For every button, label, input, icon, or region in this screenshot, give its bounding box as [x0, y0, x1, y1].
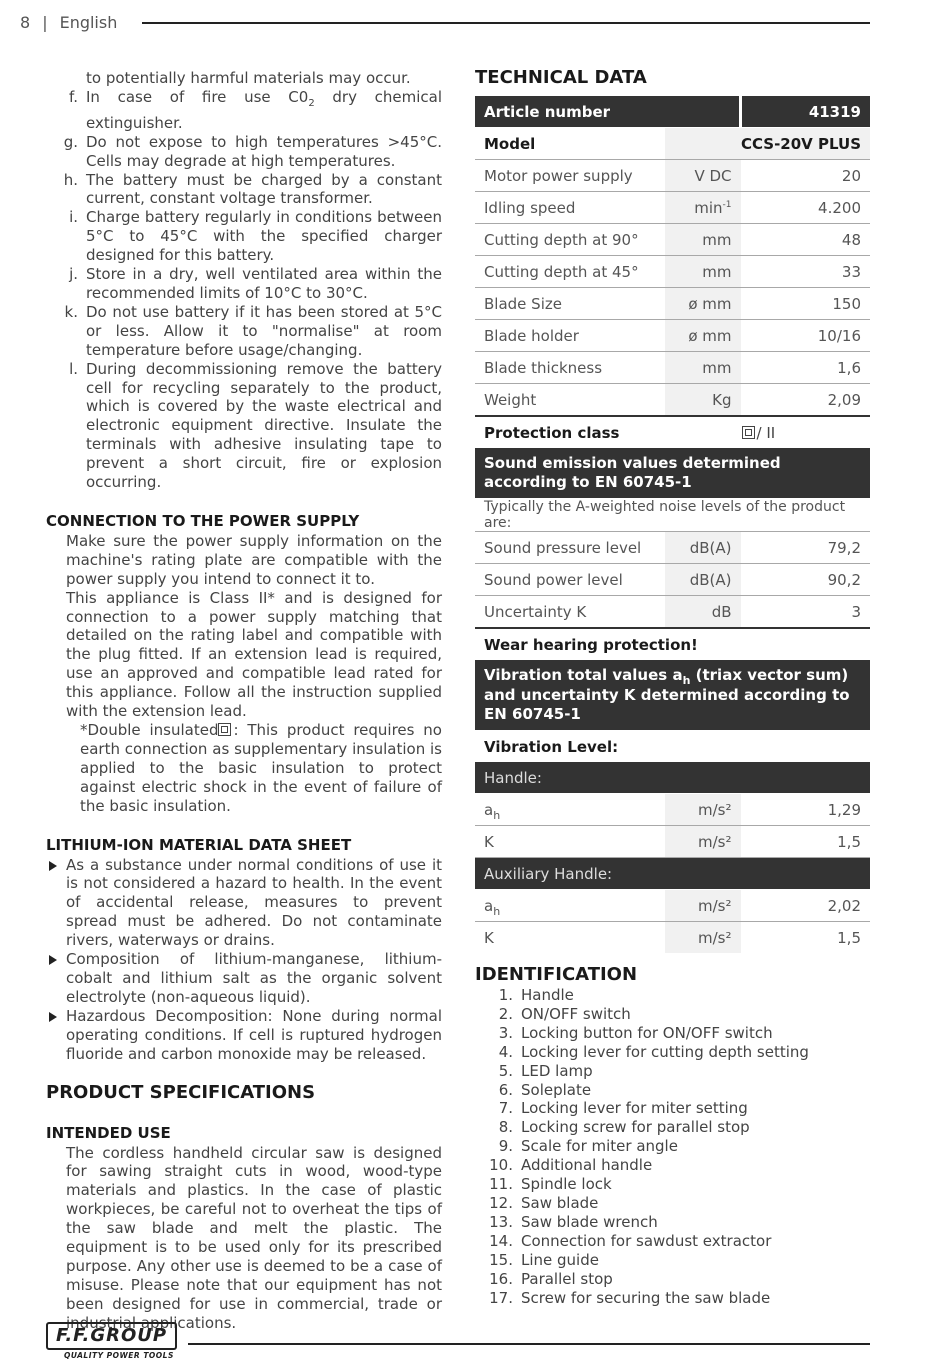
list-item [46, 950, 442, 1007]
subscript: h [682, 674, 691, 687]
item-number: 17. [489, 1288, 513, 1307]
item-number: 6. [498, 1080, 513, 1099]
item-number: 11. [489, 1175, 513, 1194]
list-marker: g. [63, 132, 78, 151]
list-item [46, 133, 442, 171]
list-item [475, 1175, 870, 1194]
header-text: Vibration total values a [484, 666, 683, 684]
connection-section [46, 532, 442, 816]
intended-use-text: The cordless handheld circular saw is designed for sawing straight cuts in wood, wood-type materials and plastics. In the case of plastic workpieces, be careful not to overheat the tips of the saw blade and melt the plastic. The equipment is to be used only for its prescribed purpose. Any other use is deemed to be a case of misuse. Please note that our equipment has not been designed for use in commercial, trade or industrial applications. [66, 1143, 442, 1332]
left-column [46, 69, 442, 1333]
technical-data-table [475, 96, 870, 953]
item-number: 3. [498, 1023, 513, 1042]
list-item [475, 1081, 870, 1100]
row-value: 1,6 [741, 352, 871, 384]
sound-emission-header [475, 448, 870, 499]
list-marker: f. [69, 87, 78, 106]
row-unit: mm [665, 256, 741, 288]
item-number: 5. [498, 1061, 513, 1080]
row-unit: m/s² [665, 922, 741, 954]
list-item [46, 856, 442, 951]
label-text: a [484, 896, 494, 915]
list-item [475, 1043, 870, 1062]
table-row-model [475, 128, 870, 160]
row-value: 79,2 [741, 532, 871, 564]
list-item [46, 265, 442, 303]
table-row [475, 352, 870, 384]
row-value: 1,29 [741, 794, 871, 826]
note-text: : This product requires no earth connection as supplementary insulation is applied to the basic insulation to protect against electric shock in the event of failure of the basic insulation. [80, 721, 442, 815]
row-value: 90,2 [741, 564, 871, 596]
list-item [46, 88, 442, 133]
row-value: 20 [741, 160, 871, 192]
list-text: Charge battery regularly in conditions between 5°C to 45°C with the specified charger designed for this battery. [86, 208, 442, 265]
vibration-header [475, 660, 870, 731]
section-title-product-specs: PRODUCT SPECIFICATIONS [46, 1081, 316, 1103]
row-label: Sound pressure level [475, 532, 665, 564]
row-value: 1,5 [741, 826, 871, 858]
list-marker: l. [69, 359, 78, 378]
item-number: 16. [489, 1269, 513, 1288]
list-text: As a substance under normal conditions of use it is not considered a hazard to health. In the event of accidental release, measures to prevent spread must be adhered. Do not contaminate rivers, waterways or drains. [66, 855, 442, 950]
row-label: Weight [475, 384, 665, 417]
row-value: 2,09 [741, 384, 871, 417]
list-text: Do not expose to high temperatures >45°C. Cells may degrade at high temperatures. [86, 132, 442, 170]
item-text: Line guide [521, 1250, 599, 1269]
row-label: Sound power level [475, 564, 665, 596]
row-unit: dB(A) [665, 532, 741, 564]
double-insulated-note [66, 721, 442, 816]
list-item [475, 1062, 870, 1081]
protection-value-cell [665, 416, 871, 448]
row-value: 3 [741, 596, 871, 629]
row-value: 33 [741, 256, 871, 288]
row-unit: ø mm [665, 288, 741, 320]
handle-subheader [475, 762, 870, 794]
item-number: 15. [489, 1250, 513, 1269]
item-number: 7. [498, 1099, 513, 1118]
row-value: 4.200 [741, 192, 871, 224]
article-label: Article number [475, 96, 741, 128]
table-row [475, 564, 870, 596]
item-text: Locking screw for parallel stop [521, 1118, 750, 1137]
identification-list [475, 986, 870, 1307]
section-title-intended-use: INTENDED USE [46, 1123, 171, 1142]
item-number: 10. [489, 1156, 513, 1175]
list-text: Do not use battery if it has been stored at 5°C or less. Allow it to "normalise" at room temperature before usage/changing. [86, 302, 442, 359]
identification-title: IDENTIFICATION [475, 964, 638, 985]
header-rule [142, 22, 870, 24]
row-unit: dB [665, 596, 741, 629]
continued-text: to potentially harmful materials may occur. [86, 69, 411, 87]
list-marker: k. [64, 302, 78, 321]
item-text: Saw blade wrench [521, 1212, 658, 1231]
list-marker: i. [69, 208, 78, 227]
row-unit: m/s² [665, 890, 741, 922]
list-item [46, 303, 442, 360]
table-row-protection [475, 416, 870, 448]
row-value: 48 [741, 224, 871, 256]
list-item [475, 1156, 870, 1175]
list-item [46, 360, 442, 492]
page-number: 8 [20, 13, 31, 32]
table-row [475, 532, 870, 564]
lithium-bullet-list [46, 856, 442, 1064]
table-row [475, 922, 870, 954]
section-header-text [475, 660, 870, 731]
model-label: Model [475, 128, 665, 160]
list-item [475, 1005, 870, 1024]
table-row [475, 826, 870, 858]
list-text: Composition of lithium-manganese, lithium-cobalt and lithium salt as the organic solvent electrolyte (non-aqueous liquid). [66, 950, 442, 1006]
row-unit: ø mm [665, 320, 741, 352]
item-text: Spindle lock [521, 1175, 612, 1194]
item-text: Handle [521, 986, 574, 1004]
table-row [475, 794, 870, 826]
section-title-lithium: LITHIUM-ION MATERIAL DATA SHEET [46, 835, 352, 854]
item-number: 13. [489, 1212, 513, 1231]
header-separator: | [42, 13, 48, 32]
row-value: 2,02 [741, 890, 871, 922]
vibration-level-row [475, 731, 870, 763]
list-text: During decommissioning remove the battery cell for recycling separately to the product, which is covered by the waste electrical and electronic equipment directive. Insulate the terminals with adhesive insulating tape to prevent a short circuit, fire or explosion occurring. [86, 359, 442, 492]
table-row [475, 288, 870, 320]
technical-data-title: TECHNICAL DATA [475, 67, 647, 88]
list-item [46, 208, 442, 265]
item-number: 4. [498, 1042, 513, 1061]
language-label: English [59, 13, 118, 32]
row-unit: m/s² [665, 794, 741, 826]
row-label [475, 890, 665, 922]
wear-hearing-text: Wear hearing protection! [484, 635, 698, 654]
item-number: 9. [498, 1137, 513, 1156]
bullet-triangle-icon [49, 955, 57, 965]
model-value: CCS-20V PLUS [665, 128, 871, 160]
row-value: 150 [741, 288, 871, 320]
list-text: The battery must be charged by a constant current, constant voltage transformer. [86, 170, 442, 208]
row-value: 10/16 [741, 320, 871, 352]
row-label: Motor power supply [475, 160, 665, 192]
list-item [475, 986, 870, 1005]
vibration-level-label: Vibration Level: [484, 737, 619, 756]
list-item [46, 171, 442, 209]
item-text: LED lamp [521, 1061, 593, 1080]
label-text: a [484, 800, 494, 819]
list-text: In case of fire use C0 [86, 87, 309, 106]
list-marker: h. [63, 170, 78, 189]
typically-row [475, 499, 870, 532]
table-row [475, 192, 870, 224]
logo-tagline: QUALITY POWER TOOLS [64, 1351, 174, 1360]
row-label: Uncertainty K [475, 596, 665, 629]
row-label: Idling speed [475, 192, 665, 224]
right-column [475, 67, 870, 1307]
list-item [475, 1194, 870, 1213]
page-header [20, 13, 117, 32]
list-item [475, 1024, 870, 1043]
unit-text: min [694, 198, 723, 217]
paragraph: This appliance is Class II* and is designed for connection to a power supply matching that detailed on the rating label and compatible with the plug fitted. If an extension lead is required, use an approved and compatible lead rated for this appliance. Follow all the instruction supplied with the extension lead. [66, 588, 442, 721]
row-label: Blade holder [475, 320, 665, 352]
row-label: Blade Size [475, 288, 665, 320]
ff-group-logo [46, 1322, 177, 1360]
row-label: K [475, 826, 665, 858]
item-text: Locking button for ON/OFF switch [521, 1023, 773, 1042]
table-row [475, 596, 870, 629]
paragraph: Make sure the power supply information on the machine's rating plate are compatible with the power supply you intend to connect it to. [66, 531, 442, 588]
subscript: 2 [308, 97, 315, 109]
row-label: Cutting depth at 90° [475, 224, 665, 256]
row-label: K [484, 928, 494, 947]
subscript: h [493, 904, 501, 918]
bullet-triangle-icon [49, 861, 57, 871]
list-item [475, 1289, 870, 1308]
list-item [475, 1213, 870, 1232]
note-text: *Double insulated [80, 721, 219, 739]
list-item [475, 1118, 870, 1137]
typically-text: Typically the A-weighted noise levels of the product are: [475, 499, 870, 532]
subheader-text: Handle: [475, 762, 870, 794]
row-label: Blade thickness [475, 352, 665, 384]
aux-handle-subheader [475, 858, 870, 890]
double-insulation-icon [218, 723, 231, 736]
section-title-connection: CONNECTION TO THE POWER SUPPLY [46, 511, 360, 530]
logo-wordmark: F.F.GROUP [46, 1322, 177, 1350]
list-item [46, 1007, 442, 1064]
list-marker: j. [69, 265, 78, 284]
list-item [475, 1099, 870, 1118]
battery-safety-list [46, 88, 442, 492]
item-text: Locking lever for miter setting [521, 1099, 748, 1118]
item-text: Scale for miter angle [521, 1137, 678, 1156]
row-unit: Kg [665, 384, 741, 417]
list-item [475, 1137, 870, 1156]
row-label [475, 794, 665, 826]
bullet-triangle-icon [49, 1012, 57, 1022]
item-number: 12. [489, 1193, 513, 1212]
protection-value: / II [756, 423, 776, 442]
row-label: Cutting depth at 45° [475, 256, 665, 288]
item-text: Screw for securing the saw blade [521, 1288, 771, 1307]
row-unit: V DC [665, 160, 741, 192]
row-unit: mm [665, 352, 741, 384]
row-unit: mm [665, 224, 741, 256]
superscript: -1 [722, 199, 732, 210]
item-text: Connection for sawdust extractor [521, 1231, 772, 1250]
list-item [475, 1232, 870, 1251]
wear-hearing-row [475, 628, 870, 660]
item-number: 8. [498, 1118, 513, 1137]
subscript: h [493, 808, 501, 822]
subheader-text: Auxiliary Handle: [475, 858, 870, 890]
list-item [475, 1270, 870, 1289]
table-row [475, 890, 870, 922]
table-row [475, 160, 870, 192]
double-insulation-icon [742, 426, 755, 439]
list-text: Hazardous Decomposition: None during normal operating conditions. If cell is ruptured hydrogen fluoride and carbon monoxide may be released. [66, 1006, 442, 1063]
protection-label: Protection class [484, 423, 620, 442]
list-text: dry chemical extinguisher. [86, 87, 442, 132]
footer-rule [188, 1343, 870, 1345]
header-text: (triax vector sum) and uncertainty K determined according to EN 60745-1 [484, 666, 850, 723]
table-row [475, 256, 870, 288]
list-item [475, 1251, 870, 1270]
item-text: Saw blade [521, 1193, 599, 1212]
table-row [475, 384, 870, 417]
item-number: 2. [498, 1004, 513, 1023]
item-number: 1. [498, 986, 513, 1004]
item-text: Additional handle [521, 1156, 653, 1175]
item-number: 14. [489, 1231, 513, 1250]
item-text: ON/OFF switch [521, 1004, 631, 1023]
item-text: Parallel stop [521, 1269, 613, 1288]
article-value: 41319 [741, 96, 871, 128]
item-text: Soleplate [521, 1080, 592, 1099]
row-unit: dB(A) [665, 564, 741, 596]
table-row [475, 320, 870, 352]
section-header-text: Sound emission values determined according to EN 60745-1 [475, 448, 870, 499]
table-row-article [475, 96, 870, 128]
row-value: 1,5 [837, 928, 861, 947]
row-unit [665, 192, 741, 224]
item-text: Locking lever for cutting depth setting [521, 1042, 809, 1061]
list-text: Store in a dry, well ventilated area within the recommended limits of 10°C to 30°C. [86, 265, 442, 302]
table-row [475, 224, 870, 256]
row-unit: m/s² [665, 826, 741, 858]
